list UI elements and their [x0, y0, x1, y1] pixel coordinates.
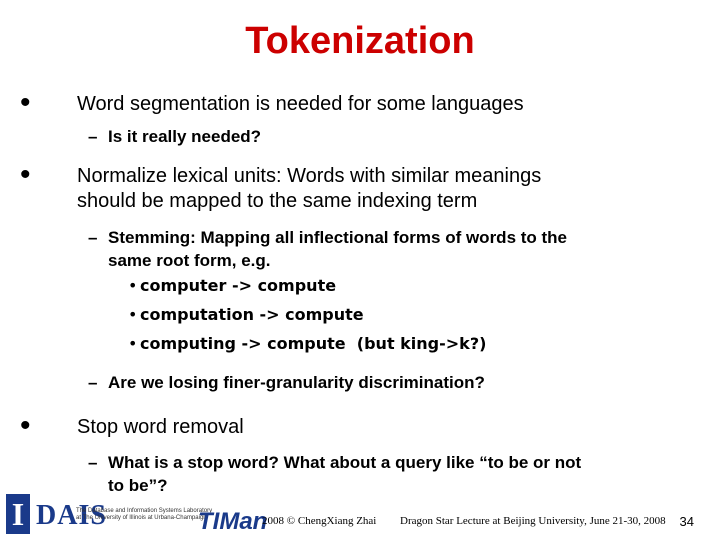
small-bullet-marker: • [128, 276, 138, 295]
example-text: computing -> compute (but king->k?) [140, 334, 487, 353]
example-text: computer -> compute [140, 276, 337, 295]
sub-bullet-line: Stemming: Mapping all inflectional forms of words to the [108, 228, 568, 247]
bullet-word-segmentation: Word segmentation is needed for some languages [77, 93, 524, 115]
dash-marker: – [88, 453, 98, 472]
sub-bullet-text: Are we losing finer-granularity discrimination? [108, 373, 485, 392]
sub-bullet-really-needed [88, 125, 261, 148]
sub-bullet-granularity [88, 371, 485, 394]
sub-bullet-stemming [88, 226, 567, 272]
dais-caption-line: at The University of Illinois at Urbana-Champaign [76, 515, 207, 521]
bullet-line: should be mapped to the same indexing term [77, 190, 478, 212]
bullet-stop-word: Stop word removal [77, 416, 244, 438]
example-text: computation -> compute [140, 305, 364, 324]
illinois-logo: I [6, 494, 30, 534]
dash-marker: – [88, 228, 98, 247]
example-computation [128, 305, 364, 324]
bullet-marker: • [20, 86, 31, 119]
footer-copyright: 2008 © ChengXiang Zhai [262, 515, 377, 527]
footer-lecture: Dragon Star Lecture at Beijing University, June 21-30, 2008 [400, 515, 666, 527]
page-number: 34 [679, 514, 694, 529]
sub-bullet-line: same root form, e.g. [108, 251, 271, 270]
sub-bullet-stop-word-question [88, 451, 581, 497]
dais-logo [36, 500, 213, 534]
slide-title: Tokenization [245, 20, 475, 62]
small-bullet-marker: • [128, 305, 138, 324]
dais-logo-text: DAIS [36, 500, 107, 531]
small-bullet-marker: • [128, 334, 138, 353]
example-computing [128, 334, 486, 353]
sub-bullet-text: Is it really needed? [108, 127, 262, 146]
timan-logo: TIMan [198, 508, 268, 535]
dais-logo-caption [76, 508, 212, 522]
bullet-line: Normalize lexical units: Words with similar meanings [77, 165, 542, 187]
sub-bullet-line: What is a stop word? What about a query like “to be or not [108, 453, 582, 472]
bullet-marker: • [20, 158, 31, 191]
dash-marker: – [88, 127, 98, 146]
dash-marker: – [88, 373, 98, 392]
sub-bullet-line: to be”? [108, 476, 168, 495]
example-computer [128, 276, 336, 295]
bullet-marker: • [20, 409, 31, 442]
dais-caption-line: The Database and Information Systems Laboratory [76, 508, 213, 514]
bullet-normalize [77, 164, 541, 214]
